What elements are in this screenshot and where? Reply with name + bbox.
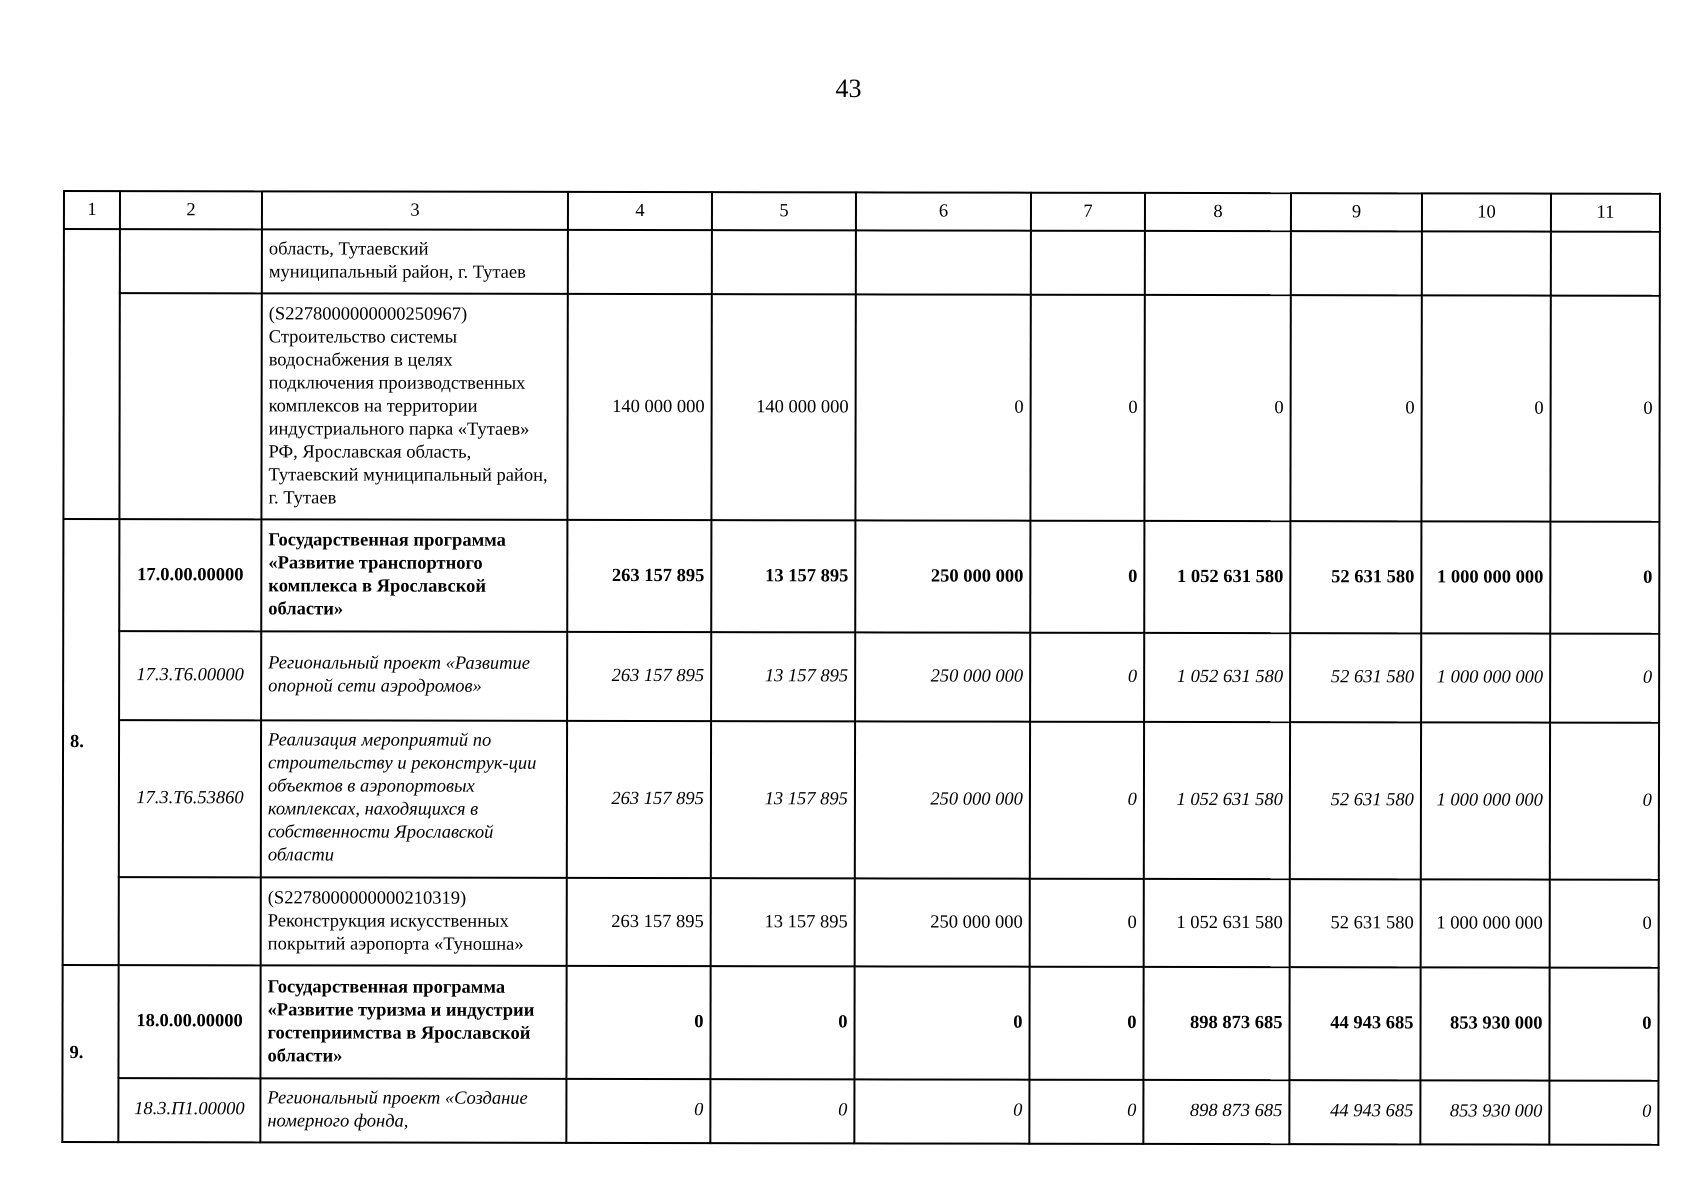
value-cell [1551,232,1660,296]
table-row [63,519,1659,634]
table-row [64,229,1660,296]
value-cell: 1 000 000 000 [1421,521,1550,634]
row-index-cell [63,229,120,519]
column-header: 2 [120,191,262,229]
value-cell: 44 943 685 [1289,1080,1420,1144]
value-cell: 0 [1550,634,1659,722]
code-cell [119,293,261,519]
value-cell: 898 873 685 [1143,1080,1289,1145]
column-header: 7 [1031,193,1145,231]
row-index-cell: 9. [62,965,118,1142]
column-header: 3 [262,191,568,230]
table-row [63,631,1659,722]
value-cell: 0 [1549,968,1658,1081]
header-row [64,191,1660,232]
value-cell: 250 000 000 [855,721,1030,879]
description-cell: (S2278000000000210319) Реконструкция искусственных покрытий аэропорта «Туношна» [261,877,567,966]
value-cell: 0 [1144,295,1290,521]
description-cell: Региональный проект «Развитие опорной сети аэродромов» [261,632,567,721]
value-cell: 250 000 000 [855,878,1030,967]
value-cell: 13 157 895 [711,520,855,633]
value-cell: 0 [710,967,854,1080]
value-cell: 1 052 631 580 [1144,879,1290,968]
column-header: 9 [1291,193,1422,231]
value-cell [1422,231,1551,295]
value-cell: 263 157 895 [567,632,711,721]
table-row [62,965,1658,1080]
value-cell: 0 [710,1079,854,1144]
table-row [63,293,1659,522]
value-cell: 0 [1549,1080,1658,1144]
value-cell: 52 631 580 [1290,521,1421,634]
page-number: 43 [835,74,862,103]
value-cell: 1 000 000 000 [1421,722,1550,880]
value-cell: 0 [1030,721,1144,879]
value-cell [712,230,856,294]
code-cell: 17.3.Т6.53860 [119,720,261,878]
column-header: 5 [712,192,856,230]
value-cell: 853 930 000 [1420,1080,1549,1144]
column-header: 4 [568,192,712,230]
code-cell: 18.0.00.00000 [118,965,260,1078]
value-cell: 0 [1030,521,1144,634]
value-cell: 52 631 580 [1290,722,1421,880]
value-cell [1031,231,1145,295]
value-cell: 0 [566,1079,710,1144]
table-row [62,1078,1658,1145]
value-cell: 0 [1290,295,1421,521]
value-cell: 0 [1550,722,1659,880]
value-cell: 13 157 895 [711,721,855,879]
value-cell: 0 [1030,295,1144,521]
value-cell: 1 052 631 580 [1144,633,1290,722]
value-cell: 898 873 685 [1143,967,1289,1080]
value-cell: 140 000 000 [711,294,855,520]
value-cell [1291,231,1422,295]
value-cell: 263 157 895 [567,520,711,633]
description-cell: Государственная программа «Развитие туризма и индустрии гостеприимства в Ярославской области» [260,966,566,1079]
value-cell: 52 631 580 [1290,879,1421,968]
value-cell: 1 052 631 580 [1144,521,1290,634]
description-cell: область, Тутаевский муниципальный район, г. Тутаев [262,229,568,294]
code-cell: 18.3.П1.00000 [118,1078,260,1143]
value-cell [856,230,1031,295]
code-cell [119,877,261,966]
value-cell: 13 157 895 [711,632,855,721]
code-cell [120,229,262,293]
value-cell: 1 000 000 000 [1421,879,1550,968]
value-cell: 0 [1550,880,1659,968]
value-cell: 0 [855,295,1030,521]
budget-table [61,190,1661,1146]
column-header: 11 [1551,194,1660,232]
value-cell: 0 [1030,633,1144,721]
value-cell: 0 [1029,1079,1143,1143]
description-cell: (S2278000000000250967) Строительство системы водоснабжения в целях подключения производственных комплексов на территории индустриального парка «Тутаев» РФ, Ярославская область, Тутаевский муниципальный район, г. Тутаев [261,294,567,520]
value-cell: 853 930 000 [1420,968,1549,1081]
value-cell: 250 000 000 [855,520,1030,633]
value-cell: 1 000 000 000 [1421,634,1550,723]
row-index-cell: 8. [63,519,120,966]
value-cell: 13 157 895 [711,878,855,967]
table-row [63,877,1659,968]
value-cell: 140 000 000 [567,294,711,520]
column-header: 1 [64,191,120,229]
value-cell: 0 [854,967,1029,1080]
value-cell: 0 [854,1079,1029,1144]
column-header: 8 [1145,193,1291,231]
description-cell: Реализация мероприятий по строительству и реконструк-ции объектов в аэропортовых комплексах, находящихся в собственности Ярославской области [261,720,567,878]
description-cell: Государственная программа «Развитие транспортного комплекса в Ярославской области» [261,519,567,632]
value-cell: 263 157 895 [567,878,711,967]
value-cell [568,230,712,294]
column-header: 10 [1422,193,1551,231]
value-cell: 0 [1421,296,1550,522]
value-cell: 0 [566,966,710,1079]
value-cell: 44 943 685 [1289,968,1420,1081]
value-cell: 0 [1550,522,1659,635]
value-cell: 0 [1030,879,1144,967]
value-cell: 263 157 895 [567,720,711,878]
value-cell: 52 631 580 [1290,633,1421,722]
value-cell: 1 052 631 580 [1144,721,1290,879]
table-row [63,720,1659,880]
description-cell: Региональный проект «Создание номерного фонда, [260,1078,566,1143]
value-cell: 0 [1029,967,1143,1080]
column-header: 6 [856,192,1031,230]
value-cell [1145,231,1291,295]
value-cell: 250 000 000 [855,633,1030,722]
code-cell: 17.0.00.00000 [119,519,261,632]
value-cell: 0 [1550,296,1659,522]
code-cell: 17.3.Т6.00000 [119,631,261,720]
